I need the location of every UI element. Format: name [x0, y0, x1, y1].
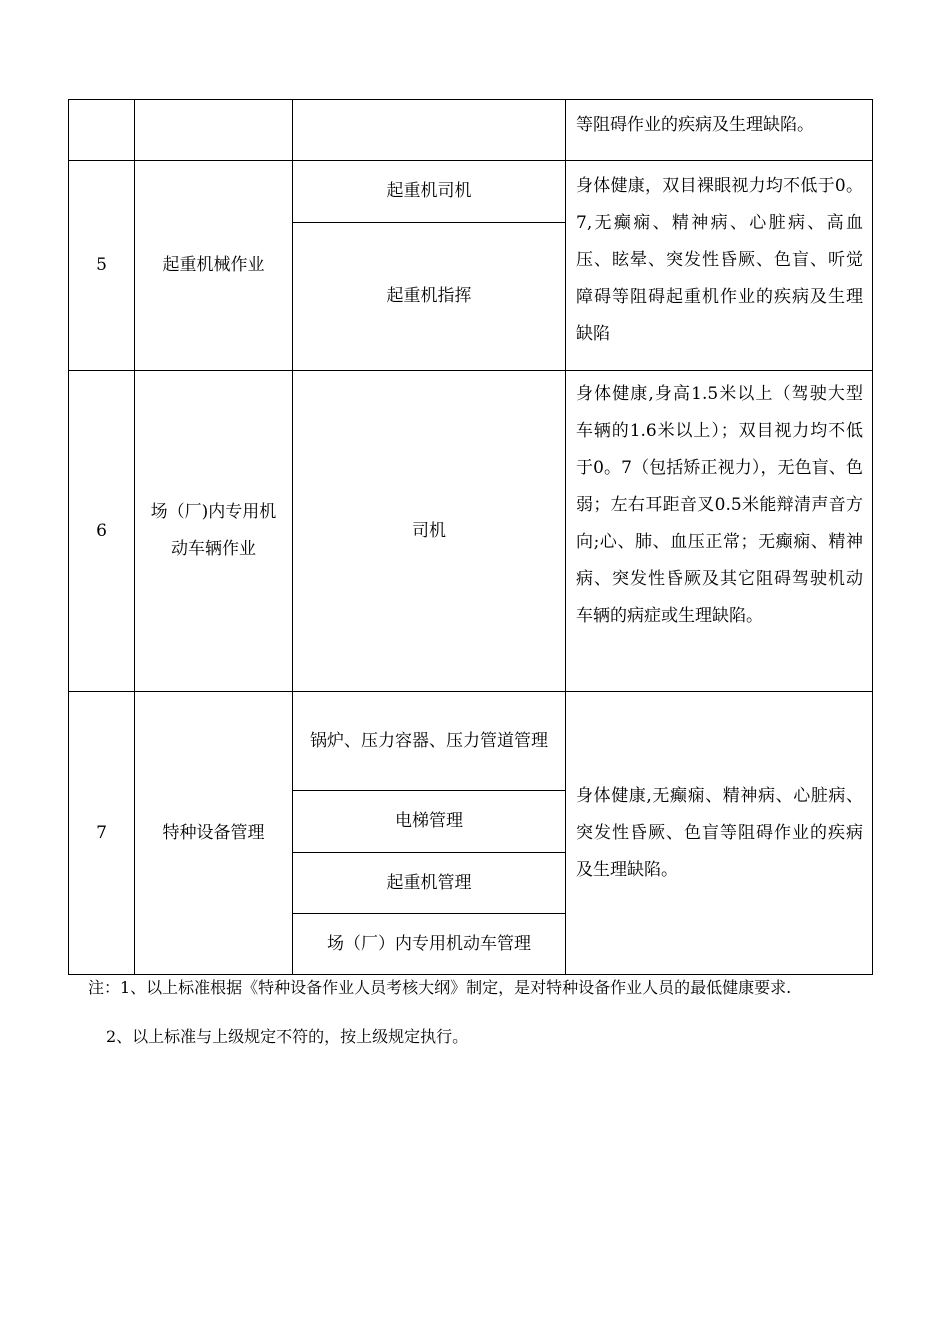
requirement-text: 身体健康,无癫痫、精神病、心脏病、突发性昏厥、色盲等阻碍作业的疾病及生理缺陷。 [576, 785, 863, 880]
job-cell [293, 692, 565, 790]
job-text: 锅炉、压力容器、压力管道管理 [310, 730, 548, 751]
requirement-cell: 身体健康,身高1.5米以上（驾驶大型车辆的1.6米以上）；双目视力均不低于0。7（包括矫正视力），无色盲、色弱；左右耳距音叉0.5米能辩清声音方向;心、肺、血压正常；无癫痫、精神病、突发性昏厥及其它阻碍驾驶机动车辆的病症或生理缺陷。 [576, 384, 863, 626]
job-cell: 起重机司机 [386, 181, 472, 201]
category-text: 场（厂)内专用机动车辆作业 [150, 502, 277, 559]
job-cell: 场（厂）内专用机动车管理 [327, 933, 531, 954]
requirement-cell [566, 692, 872, 974]
job-cell: 起重机指挥 [386, 286, 472, 306]
job-cell: 起重机管理 [386, 872, 472, 893]
note-2: 2、以上标准与上级规定不符的，按上级规定执行。 [106, 1027, 469, 1046]
category-cell [135, 371, 292, 691]
requirement-cell: 等阻碍作业的疾病及生理缺陷。 [576, 115, 814, 135]
requirement-cell: 身体健康，双目裸眼视力均不低于0。7,无癫痫、精神病、心脏病、高血压、眩晕、突发性昏厥、色盲、听觉障碍等阻碍起重机作业的疾病及生理缺陷 [576, 176, 863, 344]
row-number: 7 [96, 822, 107, 843]
category-cell: 起重机械作业 [162, 255, 265, 275]
row-number: 6 [96, 520, 107, 541]
category-cell: 特种设备管理 [162, 822, 265, 843]
note-1: 注：1、以上标准根据《特种设备作业人员考核大纲》制定，是对特种设备作业人员的最低健康要求. [88, 978, 792, 997]
job-cell: 电梯管理 [395, 811, 463, 831]
row-number: 5 [96, 255, 107, 275]
job-cell: 司机 [412, 520, 446, 541]
